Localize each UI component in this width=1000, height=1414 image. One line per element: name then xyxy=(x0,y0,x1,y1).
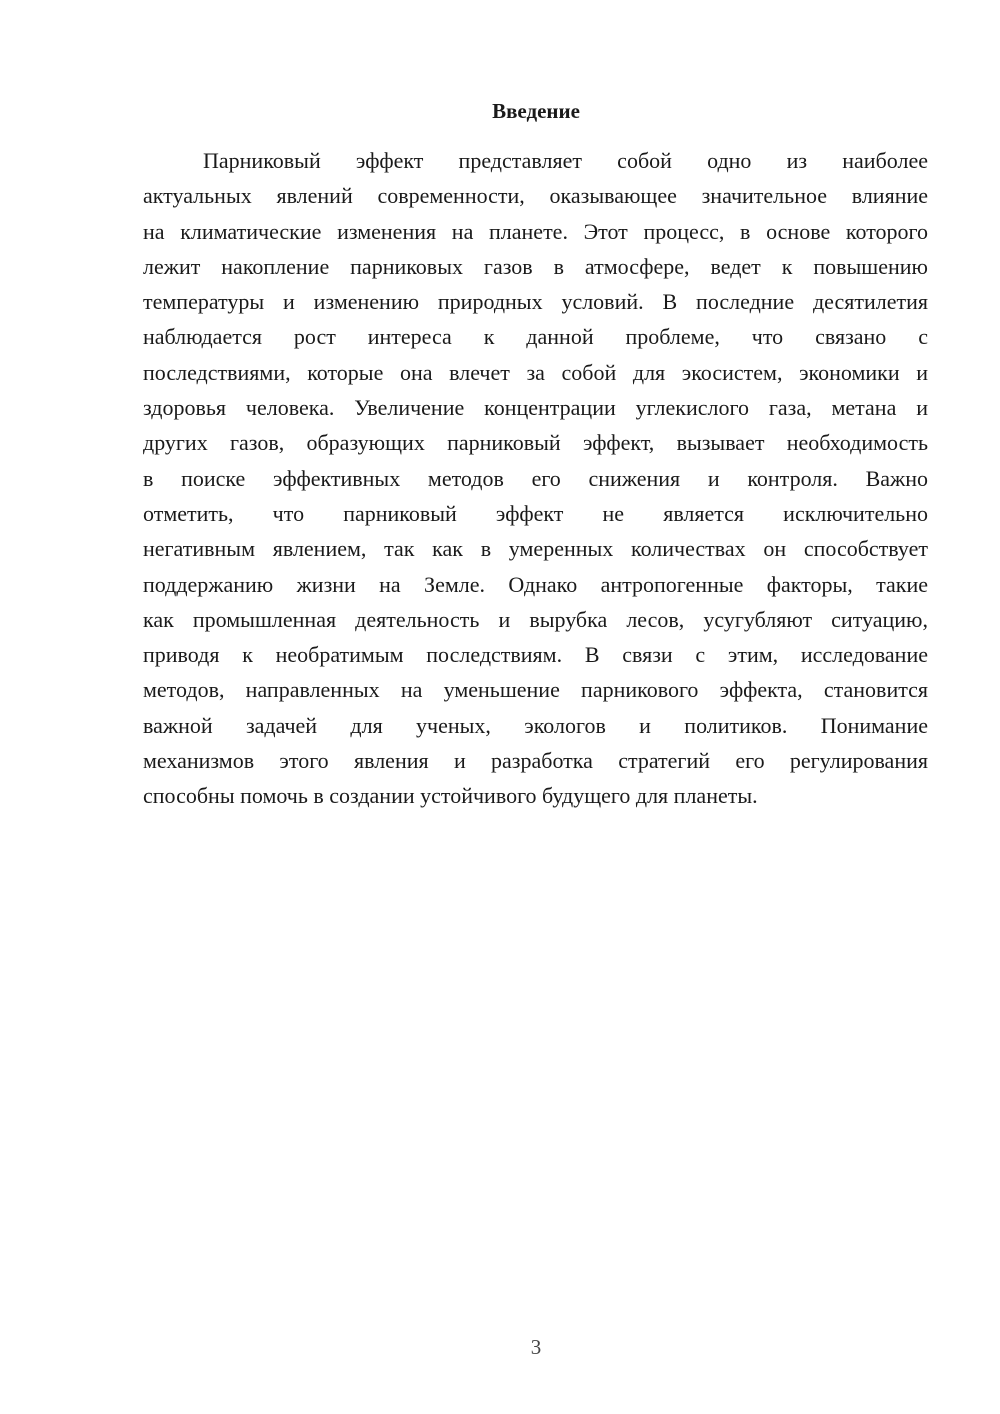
paragraph-line: способны помочь в создании устойчивого будущего для планеты. xyxy=(143,783,758,809)
paragraph-line: последствиями, которые она влечет за собой для экосистем, экономики и xyxy=(143,359,928,385)
page-number: 3 xyxy=(530,1335,542,1359)
paragraph-line: Парниковый эффект представляет собой одно из наиболее xyxy=(203,148,928,173)
paragraph-line: здоровья человека. Увеличение концентрации углекислого газа, метана и xyxy=(143,395,928,421)
paragraph-line: механизмов этого явления и разработка стратегий его регулирования xyxy=(143,748,928,774)
paragraph-line: на климатические изменения на планете. Этот процесс, в основе которого xyxy=(143,218,928,244)
paragraph-line: важной задачей для ученых, экологов и политиков. Понимание xyxy=(143,712,928,738)
paragraph-line: наблюдается рост интереса к данной проблеме, что связано с xyxy=(143,324,928,350)
paragraph-line: как промышленная деятельность и вырубка лесов, усугубляют ситуацию, xyxy=(143,606,928,632)
paragraph-line: в поиске эффективных методов его снижения и контроля. Важно xyxy=(143,465,928,491)
section-title: Введение xyxy=(492,99,580,123)
paragraph-line: приводя к необратимым последствиям. В связи с этим, исследование xyxy=(143,642,928,668)
paragraph-line: негативным явлением, так как в умеренных количествах он способствует xyxy=(143,536,928,562)
paragraph-line: лежит накопление парниковых газов в атмосфере, ведет к повышению xyxy=(143,253,928,279)
body-paragraph xyxy=(143,143,928,814)
paragraph-line: других газов, образующих парниковый эффект, вызывает необходимость xyxy=(143,430,928,456)
paragraph-line: температуры и изменению природных условий. В последние десятилетия xyxy=(143,289,928,315)
paragraph-line: поддержанию жизни на Земле. Однако антропогенные факторы, такие xyxy=(143,571,928,597)
paragraph-line: методов, направленных на уменьшение парникового эффекта, становится xyxy=(143,677,928,703)
paragraph-line: отметить, что парниковый эффект не является исключительно xyxy=(143,500,928,526)
paragraph-line: актуальных явлений современности, оказывающее значительное влияние xyxy=(143,183,928,209)
